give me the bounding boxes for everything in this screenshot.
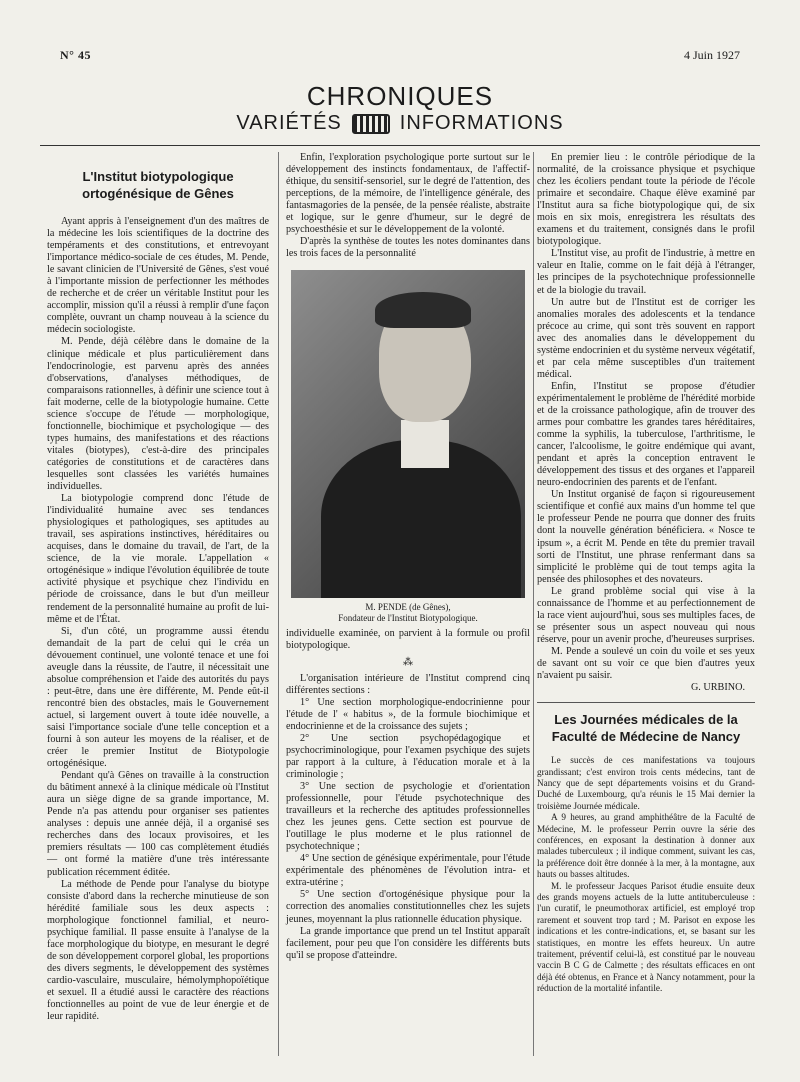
- column-3: [537, 152, 755, 995]
- column-2: [286, 152, 530, 962]
- paragraph: D'après la synthèse de toutes les notes dominantes dans les trois faces de la personnalité: [286, 236, 530, 260]
- paragraph: La grande importance que prend un tel Institut apparaît facilement, pour peu que l'on considère les différents buts qu'il se propose d'atteindre.: [286, 925, 530, 961]
- portrait-photo: [291, 270, 525, 598]
- column-divider: [278, 152, 279, 1056]
- paragraph: M. Pende a soulevé un coin du voile et ses yeux de savant ont su voir ce que bien d'autres yeux n'avaient pu saisir.: [537, 645, 755, 682]
- paragraph: 5° Une section d'ortogénésique physique pour la correction des anomalies constitutionnelles chez les sujets jeunes, moyennant la plus rationnelle éducation physique.: [286, 889, 530, 925]
- ornament-icon: [352, 114, 390, 134]
- issue-date: 4 Juin 1927: [683, 48, 740, 62]
- paragraph: La méthode de Pende pour l'analyse du biotype consiste d'abord dans la recherche minutieuse de son hérédité familiale sous les deux aspects : morphologique fonctionnel familial, et neuro-psychique familial. Il passe ensuite à l'analyse de la face morphologique du biotype, en mesurant le degré de son développement corporel global, les proportions des divers segments, le développement des systèmes cardio-vasculaire, musculaire, hémolymphopoïétique et sexuel. Il a étudié aussi le caractère des réactions fonctionnelles au point de vue de leur énergie et de leur rapidité.: [47, 878, 269, 1023]
- paragraph: Le succès de ces manifestations va toujours grandissant; c'est environ trois cents médecins, tant de Nancy que de sept départements voisins et du Grand-Duché de Luxembourg, qu'a réunis le 15 Mai dernier la troisième Journée médicale.: [537, 755, 755, 811]
- paragraph: 3° Une section de psychologie et d'orientation professionnelle, pour l'étude psychotechnique des travailleurs et la recherche des aptitudes professionnelles chez les jeunes gens. Cette section est pourvue de l'outillage le plus moderne et le plus rationnel de psychotechnique ;: [286, 780, 530, 853]
- article-2-body: [537, 755, 755, 995]
- paragraph: L'organisation intérieure de l'Institut comprend cinq différentes sections :: [286, 672, 530, 696]
- masthead: [0, 82, 800, 135]
- paragraph: 4° Une section de génésique expérimentale, pour l'étude expérimentale des phénomènes de l'évolution intra- et extra-utérine ;: [286, 853, 530, 889]
- issue-number: N° 45: [60, 48, 91, 62]
- paragraph: A 9 heures, au grand amphithéâtre de la Faculté de Médecine, M. le professeur Perrin ouvre la série des conférences, en exposant la destination à donner aux malades tuberculeux ; il indique comment, suivant les cas, la préférence doit être donnée à la mer, à la montagne, aux hauts ou basses altitudes.: [537, 812, 755, 880]
- paragraph: Si, d'un côté, un programme aussi étendu demandait de la part de celui qui le créa un dévouement continuel, une volonté tenace et une foi aveugle dans la réussite, de l'autre, il nécessitait une absolue compréhension et l'aide des autorités du pays : peut-être, dans une ère différente, M. Pende eût-il rencontré bien des obstacles, mais le Gouvernement actuel, si largement ouvert à toute idée nouvelle, a saisi l'importance sociale d'une telle conception et a fourni à son auteur les moyens de la réaliser, et de créer le premier Institut de Biotypologie ortogénésique.: [47, 625, 269, 770]
- header-rule: [40, 145, 760, 146]
- masthead-left: VARIÉTÉS: [236, 112, 342, 134]
- column-1: [47, 152, 269, 1023]
- signature: G. URBINO.: [690, 682, 745, 694]
- paragraph: En premier lieu : le contrôle périodique de la normalité, de la croissance physique et psychique chez les écoliers pendant toute la période de l'école primaire et secondaire. Chaque élève examiné par l'Institut aura sa fiche biotypologique qui, de six mois en six mois, enregistrera les résultats des examens et du traitement, consignés dans le profil biotypologique.: [537, 152, 755, 248]
- paragraph: Enfin, l'exploration psychologique porte surtout sur le développement des instincts fondamentaux, de l'affectif-éthique, du sensitif-sensoriel, sur le degré de l'attention, des perceptions, de la mémoire, de l'intelligence générale, des fantasmagories de la pensée, de la pensée réaliste, abstraite et logique, sur le genre d'humeur, sur le degré de psychoesthésie et sur le développement de la volonté.: [286, 152, 530, 236]
- caption-line: M. PENDE (de Gênes),: [365, 602, 451, 613]
- paragraph: La biotypologie comprend donc l'étude de l'individualité humaine avec ses tendances physiologiques et pathologiques, ses aptitudes au travail, ses aspirations instinctives, héréditaires ou acquises, dans le domaine du travail, de l'art, de la science, de la vie morale. L'appellation « ortogénésique » indique l'évolution équilibrée de toute activité physique et psychique chez l'individu en période de croissance, dans le but d'un meilleur rendement de la personnalité humaine au profit de lui-même et de l'État.: [47, 493, 269, 625]
- paragraph: Enfin, l'Institut se propose d'étudier expérimentalement le problème de l'hérédité morbide et de la croissance pathologique, afin de trouver des armes pour combattre les grandes tares héréditaires, comme la syphilis, la tuberculose, l'arthritisme, le cancer, l'alcoolisme, le goitre endémique qui avant, pendant et après la conception entravent le développement des tissus et des organes et l'appareil neuro-endocrinien des parents et de l'enfant.: [537, 380, 755, 489]
- masthead-right: INFORMATIONS: [399, 112, 564, 134]
- section-stars: ⁂: [403, 656, 413, 668]
- article-title: L'Institut biotypologique ortogénésique de Gênes: [82, 169, 234, 201]
- paragraph: Pendant qu'à Gênes on travaille à la construction du bâtiment annexé à la clinique médicale où l'Institut aura un siège digne de sa grande importance, M. Pende n'a pas attendu pour organiser ses patientes analyses : depuis une année déjà, il a organisé ses recherches dans des locaux provisoires, et les premiers résultats — 100 cas complètement étudiés — ont formé la matière d'une très intéressante publication récemment éditée.: [47, 770, 269, 878]
- masthead-title: CHRONIQUES: [306, 81, 494, 111]
- paragraph: individuelle examinée, on parvient à la formule ou profil biotypologique.: [286, 628, 530, 652]
- paragraph: Ayant appris à l'enseignement d'un des maîtres de la médecine les lois scientifiques de la doctrine des tempéraments et des constitutions, et entrevoyant l'importance médico-sociale de ces études, M. Pende, le savant clinicien de l'Université de Gênes, s'est voué à l'importante mission de perfectionner les méthodes de recherche et de créer un véritable Institut pour les accomplir, mission qu'il a réussi à remplir d'une façon complète, ouvrant un champ nouveau à la science du médecin sociologiste.: [47, 216, 269, 336]
- paragraph: Le grand problème social qui vise à la connaissance de l'homme et au perfectionnement de la race vient aujourd'hui, sous ses multiples faces, de se présenter sous un aspect nouveau qui nous réserve, pour un avenir proche, d'heureuses surprises.: [537, 585, 755, 645]
- paragraph: M. Pende, déjà célèbre dans le domaine de la clinique médicale et plus particulièrement dans l'endocrinologie, est parvenu après des années d'observations, d'analyses méthodiques, de comparaisons rationnelles, à définir une science tout à fait moderne, celle de la biotypologie humaine. Cette science s'occupe de l'étude — morphologique, fonctionnelle, biochimique et psychologique — des types humains, des manifestations et des réactions vitales (biotypes), c'est-à-dire des principales catégories de constitutions et de caractères dans lesquelles sont classées les variétés humaines individuelles.: [47, 336, 269, 493]
- article-separator: [537, 702, 755, 703]
- caption-line: Fondateur de l'Institut Biotypologique.: [338, 613, 478, 624]
- paragraph: 2° Une section psychopédagogique et psychocriminologique, pour l'examen psychique des sujets par rapport à la culture, à l'éducation morale et à la criminologie ;: [286, 732, 530, 780]
- paragraph: L'Institut vise, au profit de l'industrie, à mettre en valeur en Italie, comme on le fait déjà à l'étranger, les principes de la psychotechnique professionnelle et de la biologie du travail.: [537, 248, 755, 296]
- paragraph: M. le professeur Jacques Parisot étudie ensuite deux des grands moyens actuels de la lutte antituberculeuse : l'un curatif, le pneumothorax artificiel, est employé trop rarement et souvent trop tard ; M. Parisot en expose les indications et les contre-indications, et, se basant sur les statistiques, en montre les effets heureux. Un autre traitement, préventif celui-là, est constitué par le nouveau vaccin B C G de Calmette ; des résultats efficaces en ont déjà été obtenus, en France et à Nancy notamment, pour la réduction de la mortalité infantile.: [537, 880, 755, 994]
- paragraph: 1° Une section morphologique-endocrinienne pour l'étude de l' « habitus », de la formule biochimique et endocrinienne et de la croissance des sujets ;: [286, 696, 530, 732]
- photo-caption: [286, 602, 530, 624]
- column-divider: [533, 152, 534, 1056]
- paragraph: Un autre but de l'Institut est de corriger les anomalies morales des adolescents et la tendance précoce au crime, qui sont très souvent en rapport avec des anomalies dans le développement du système endocrinien et du système nerveux végétatif, et par cela même susceptibles d'un traitement médical.: [537, 296, 755, 380]
- masthead-subtitle: [0, 112, 800, 135]
- paragraph: Un Institut organisé de façon si rigoureusement scientifique et confié aux mains d'un homme tel que le professeur Pende ne pourra que donner des fruits dont la nouvelle génération bénéficiera. « Nosce te ipsum », a écrit M. Pende en tête du premier travail sorti de l'Institut, une phrase renfermant dans sa simplicité le problème qui de tout temps agita la pensée des philosophes et des novateurs.: [537, 489, 755, 585]
- article-title-2: Les Journées médicales de la Faculté de Médecine de Nancy: [551, 712, 741, 745]
